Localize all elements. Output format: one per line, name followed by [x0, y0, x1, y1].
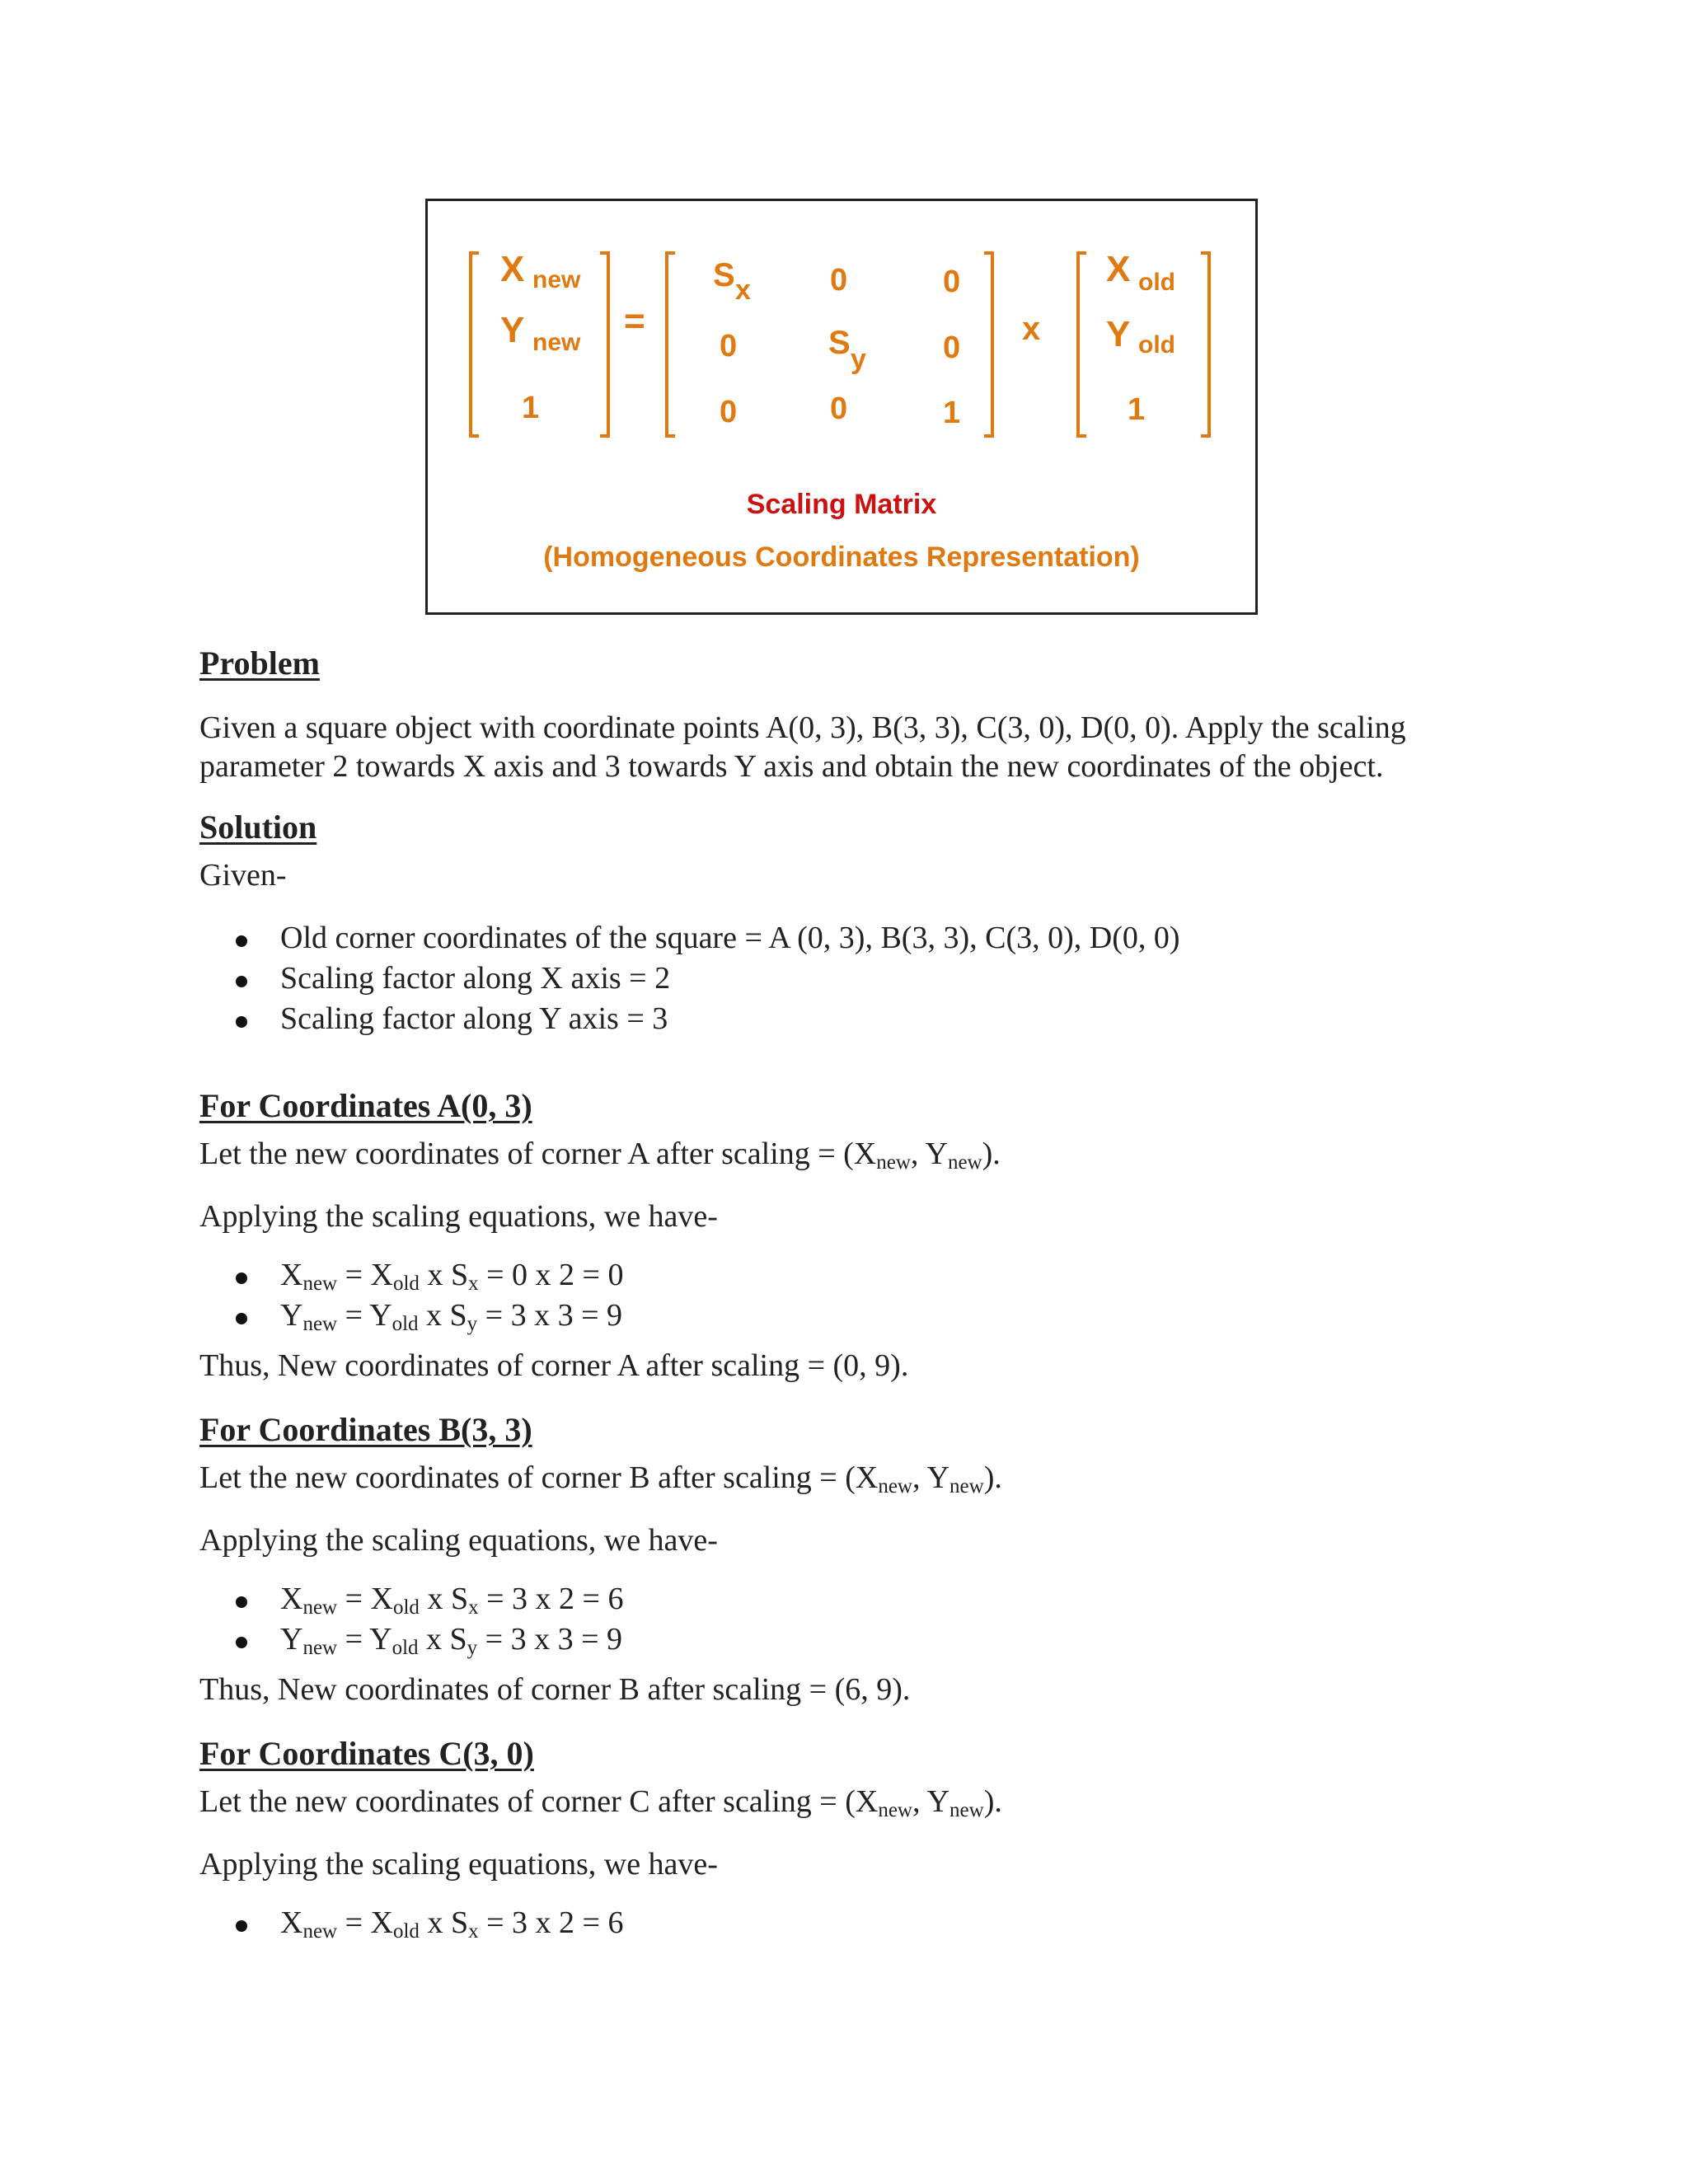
section-a-applying: Applying the scaling equations, we have- — [199, 1199, 718, 1234]
section-a-let: Let the new coordinates of corner A after scaling = ($X_{new}$, $Y_{new}$). — [199, 1137, 1001, 1174]
given-bullet-3: Scaling factor along Y axis = 3 — [280, 1001, 668, 1036]
matrix-sx-sub: x — [735, 274, 751, 306]
rhs-x: X — [1106, 249, 1131, 289]
section-c-applying: Applying the scaling equations, we have- — [199, 1847, 718, 1882]
scaling-matrix-figure — [425, 199, 1258, 615]
bullet-dot — [236, 976, 247, 987]
bullet-dot — [236, 1920, 247, 1932]
section-c-let: Let the new coordinates of corner C after scaling = ($X_{new}$, $Y_{new}$). — [199, 1784, 1002, 1821]
given-label: Given- — [199, 858, 287, 893]
bullet-dot — [236, 1637, 247, 1648]
lhs-right-bracket — [600, 253, 608, 436]
problem-line-2: parameter 2 towards X axis and 3 towards Y axis and obtain the new coordinates of the object. — [199, 749, 1384, 784]
lhs-y-sub: new — [532, 329, 581, 356]
matrix-r1c2: 0 — [830, 263, 848, 298]
matrix-r2c3: 0 — [943, 330, 961, 365]
lhs-left-bracket — [471, 253, 479, 436]
section-b-applying: Applying the scaling equations, we have- — [199, 1523, 718, 1558]
matrix-sy-sub: y — [851, 344, 866, 375]
section-b-let: Let the new coordinates of corner B after scaling = ($X_{new}$, $Y_{new}$). — [199, 1460, 1002, 1497]
bullet-dot — [236, 1272, 247, 1284]
equals-sign: = — [624, 301, 645, 341]
rhs-x-sub: old — [1138, 269, 1175, 296]
matrix-sy: S — [828, 325, 851, 361]
rhs-one: 1 — [1128, 392, 1146, 427]
bullet-dot — [236, 1596, 247, 1608]
section-a-y-equation: $Y_{new} = Y_{old}$ x $S_y = 3$ x 3 = 9 — [280, 1298, 623, 1335]
rhs-y-sub: old — [1138, 331, 1175, 359]
matrix-sx: S — [713, 257, 735, 293]
solution-heading: Solution — [199, 808, 317, 846]
lhs-x-sub: new — [532, 266, 581, 293]
section-b-result: Thus, New coordinates of corner B after scaling = (6, 9). — [199, 1672, 911, 1707]
matrix-r2c1: 0 — [720, 329, 738, 363]
section-a-result: Thus, New coordinates of corner A after scaling = (0, 9). — [199, 1348, 909, 1383]
scale-left-bracket — [667, 253, 675, 436]
multiply-sign: x — [1022, 311, 1041, 347]
matrix-r3c2: 0 — [830, 391, 848, 426]
section-c-heading: For Coordinates C(3, 0) — [199, 1735, 534, 1772]
bullet-dot — [236, 1313, 247, 1324]
lhs-x: X — [500, 249, 525, 289]
bullet-dot — [236, 935, 247, 947]
rhs-y: Y — [1106, 314, 1131, 354]
section-a-x-equation: $X_{new} = X_{old}$ x $S_x = 0$ x 2 = 0 — [280, 1258, 624, 1295]
given-bullet-2: Scaling factor along X axis = 2 — [280, 961, 671, 996]
matrix-r1c3: 0 — [943, 265, 961, 299]
rhs-left-bracket — [1078, 253, 1086, 436]
problem-line-1: Given a square object with coordinate points A(0, 3), B(3, 3), C(3, 0), D(0, 0). Apply the scaling — [199, 710, 1406, 745]
section-c-x-equation: $X_{new} = X_{old}$ x $S_x = 3$ x 2 = 6 — [280, 1905, 624, 1943]
section-b-y-equation: $Y_{new} = Y_{old}$ x $S_y = 3$ x 3 = 9 — [280, 1622, 623, 1659]
given-bullet-1: Old corner coordinates of the square = A (0, 3), B(3, 3), C(3, 0), D(0, 0) — [280, 921, 1180, 955]
problem-heading: Problem — [199, 644, 320, 682]
section-b-heading: For Coordinates B(3, 3) — [199, 1411, 532, 1448]
matrix-r3c3: 1 — [943, 396, 961, 430]
scale-right-bracket — [984, 253, 992, 436]
section-a-heading: For Coordinates A(0, 3) — [199, 1087, 532, 1124]
rhs-right-bracket — [1201, 253, 1209, 436]
lhs-one: 1 — [522, 391, 540, 425]
lhs-y: Y — [500, 310, 525, 350]
matrix-r3c1: 0 — [720, 395, 738, 429]
section-b-x-equation: $X_{new} = X_{old}$ x $S_x = 3$ x 2 = 6 — [280, 1582, 624, 1619]
bullet-dot — [236, 1016, 247, 1028]
figure-caption-subtitle: (Homogeneous Coordinates Representation) — [543, 541, 1140, 573]
figure-caption-title: Scaling Matrix — [746, 489, 937, 520]
